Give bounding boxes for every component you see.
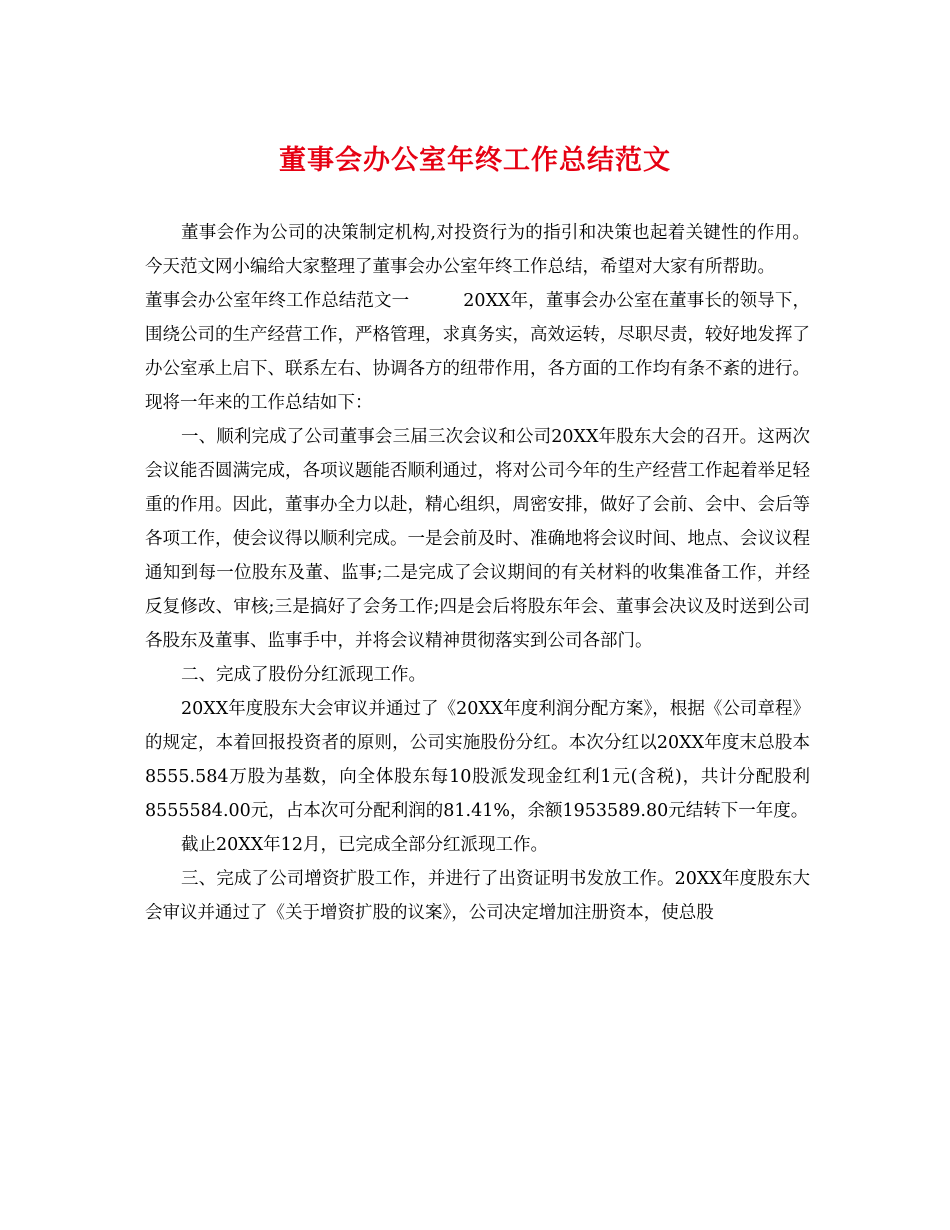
section-one-heading: 董事会办公室年终工作总结范文一 bbox=[145, 291, 410, 311]
intro-paragraph: 董事会作为公司的决策制定机构,对投资行为的指引和决策也起着关键性的作用。今天范文网小编给大家整理了董事会办公室年终工作总结，希望对大家有所帮助。 bbox=[145, 223, 810, 277]
section-one-opening: 20XX年，董事会办公室在董事长的领导下，围绕公司的生产经营工作，严格管理，求真务实，高效运转，尽职尽责，较好地发挥了办公室承上启下、联系左右、协调各方的纽带作用，各方面的工作均有条不紊的进行。现将一年来的工作总结如下： bbox=[145, 291, 811, 413]
item-two-status: 截止20XX年12月，已完成全部分红派现工作。 bbox=[181, 835, 548, 855]
item-one-paragraph: 一、顺利完成了公司董事会三届三次会议和公司20XX年股东大会的召开。这两次会议能否圆满完成，各项议题能否顺利通过，将对公司今年的生产经营工作起着举足轻重的作用。因此，董事办全力以赴，精心组织，周密安排，做好了会前、会中、会后等各项工作，使会议得以顺利完成。一是会前及时、准确地将会议时间、地点、会议议程通知到每一位股东及董、监事;二是完成了会议期间的有关材料的收集准备工作，并经反复修改、审核;三是搞好了会务工作;四是会后将股东年会、董事会决议及时送到公司各股东及董事、监事手中，并将会议精神贯彻落实到公司各部门。 bbox=[145, 427, 810, 651]
item-three-paragraph: 三、完成了公司增资扩股工作，并进行了出资证明书发放工作。20XX年度股东大会审议并通过了《关于增资扩股的议案》，公司决定增加注册资本，使总股 bbox=[145, 869, 810, 923]
document-title: 董事会办公室年终工作总结范文 bbox=[279, 145, 671, 176]
section-one-paragraph bbox=[145, 284, 810, 420]
item-two-heading: 二、完成了股份分红派现工作。 bbox=[181, 665, 426, 685]
document-body bbox=[145, 216, 810, 930]
item-two-body: 20XX年度股东大会审议并通过了《20XX年度利润分配方案》，根据《公司章程》的规定，本着回报投资者的原则，公司实施股份分红。本次分红以20XX年度末总股本8555.584万股为基数，向全体股东每10股派发现金红利1元(含税)，共计分配股利8555584.00元，占本次可分配利润的81.41%，余额1953589.80元结转下一年度。 bbox=[145, 699, 810, 821]
